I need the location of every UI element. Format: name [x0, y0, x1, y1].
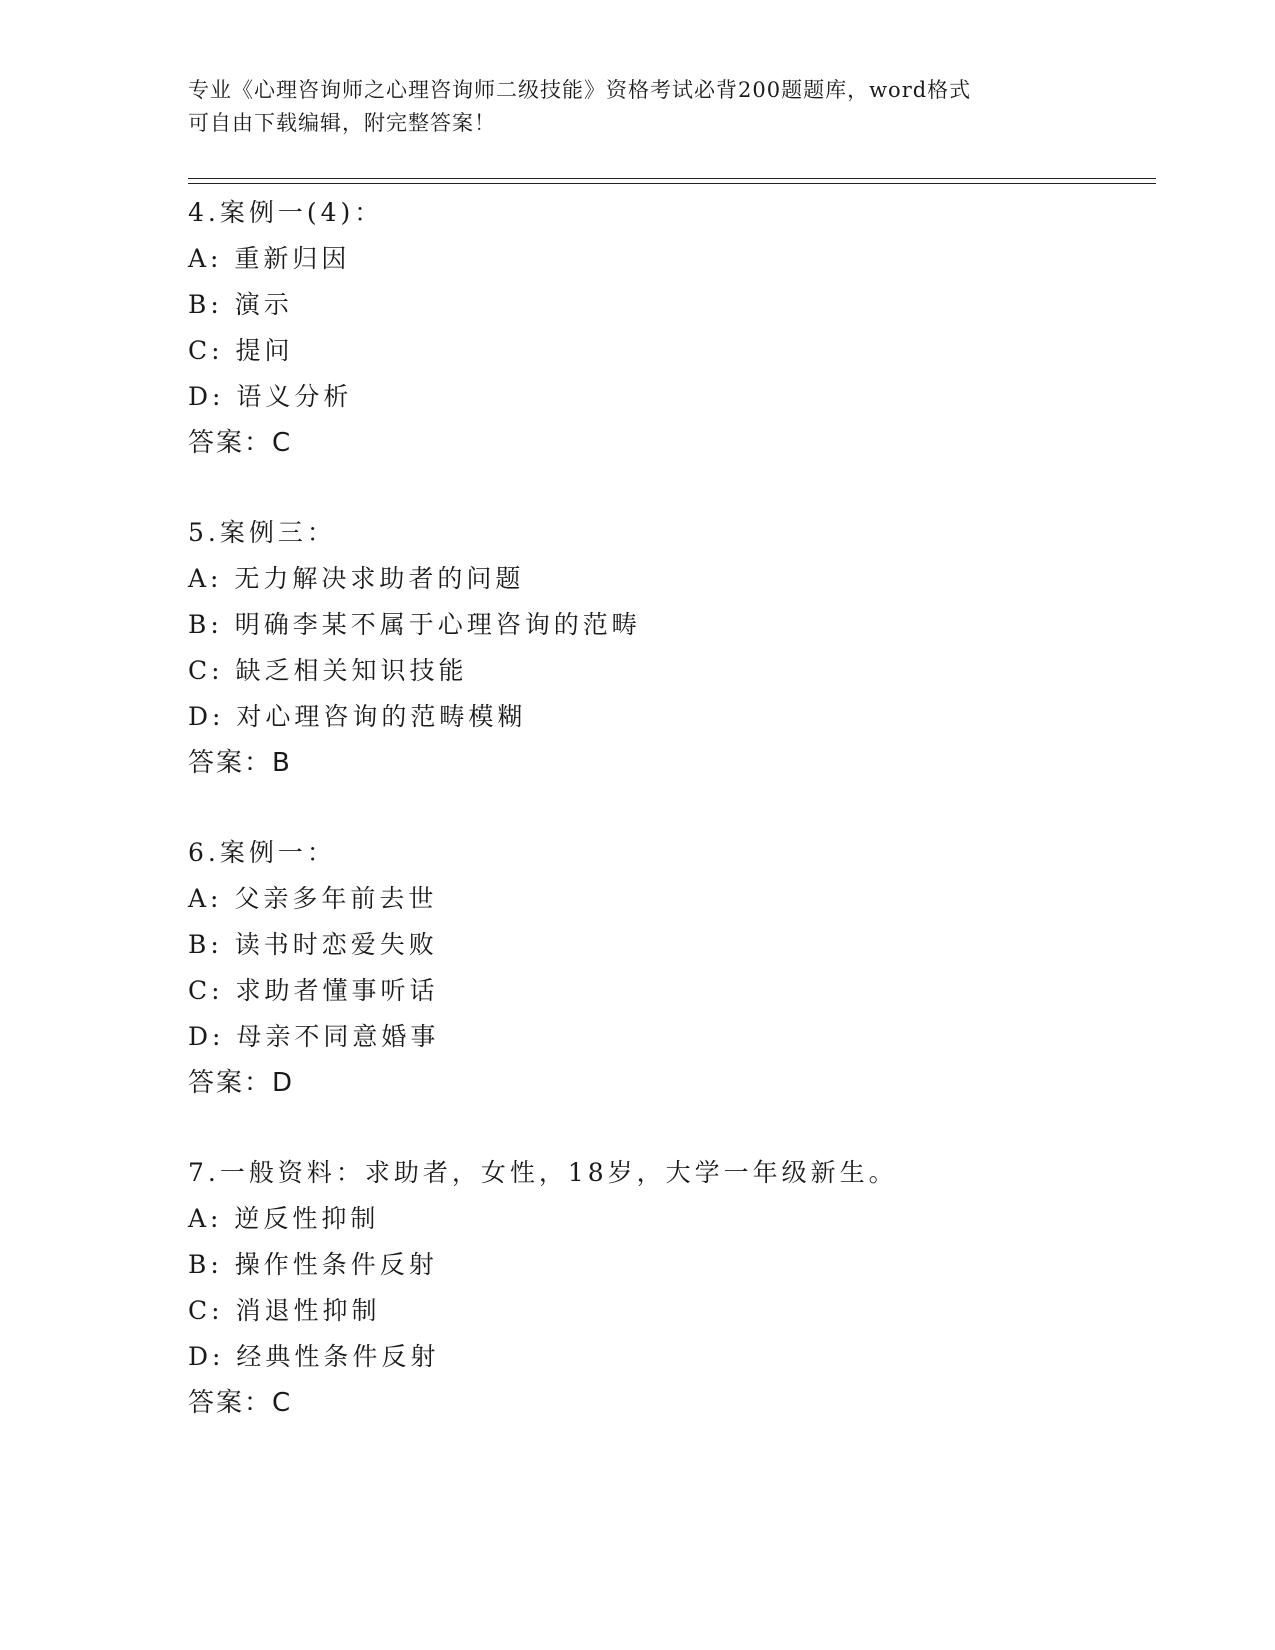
option-d: D: 母亲不同意婚事	[188, 1022, 440, 1051]
answer: 答案：B	[188, 748, 292, 778]
option-b: B: 读书时恋爱失败	[188, 930, 438, 959]
question-stem: 5.案例三：	[188, 518, 336, 547]
question-5	[188, 510, 1088, 786]
option-b: B: 演示	[188, 290, 293, 319]
question-list	[188, 190, 1088, 1470]
answer: 答案：C	[188, 428, 293, 458]
option-c: C: 求助者懂事听话	[188, 976, 439, 1005]
option-d: D: 对心理咨询的范畴模糊	[188, 702, 527, 731]
question-stem: 4.案例一(4)：	[188, 198, 384, 227]
option-a: A: 父亲多年前去世	[188, 884, 438, 913]
question-4	[188, 190, 1088, 466]
header-divider-top	[188, 178, 1156, 179]
option-b: B: 操作性条件反射	[188, 1250, 438, 1279]
option-c: C: 消退性抑制	[188, 1296, 381, 1325]
option-d: D: 经典性条件反射	[188, 1342, 440, 1371]
option-d: D: 语义分析	[188, 382, 353, 411]
option-a: A: 逆反性抑制	[188, 1204, 380, 1233]
option-a: A: 无力解决求助者的问题	[188, 564, 525, 593]
answer: 答案：C	[188, 1388, 293, 1418]
document-header	[188, 74, 1068, 140]
question-6	[188, 830, 1088, 1106]
option-c: C: 缺乏相关知识技能	[188, 656, 468, 685]
header-divider-bottom	[188, 183, 1156, 184]
question-7	[188, 1150, 1088, 1426]
option-c: C: 提问	[188, 336, 294, 365]
header-line-1: 专业《心理咨询师之心理咨询师二级技能》资格考试必背200题题库，word格式	[188, 78, 972, 102]
question-stem: 6.案例一：	[188, 838, 336, 867]
question-stem: 7.一般资料：求助者，女性，18岁，大学一年级新生。	[188, 1158, 898, 1187]
option-b: B: 明确李某不属于心理咨询的范畴	[188, 610, 641, 639]
header-line-2: 可自由下载编辑，附完整答案！	[188, 111, 496, 135]
answer: 答案：D	[188, 1068, 295, 1098]
option-a: A: 重新归因	[188, 244, 351, 273]
